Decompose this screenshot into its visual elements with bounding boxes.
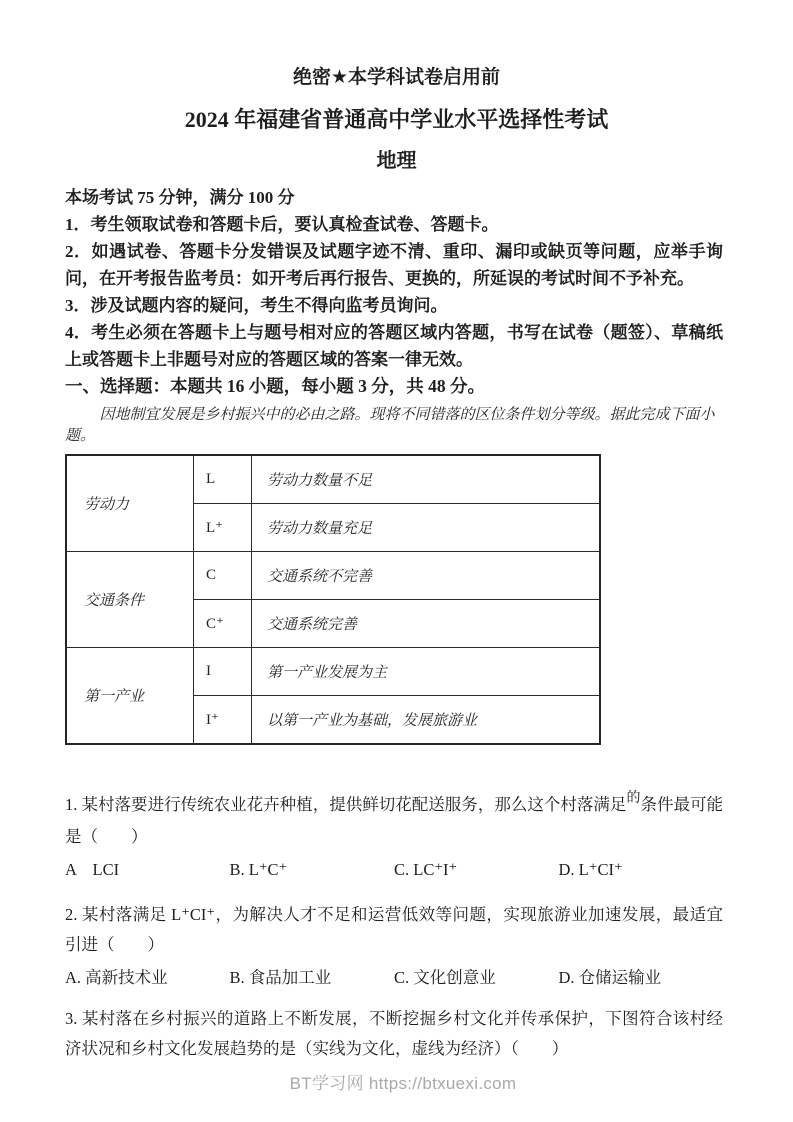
- question-1-options: [65, 855, 723, 885]
- table-desc-cell: 劳动力数量不足: [252, 455, 601, 504]
- question-2: [65, 900, 723, 993]
- table-desc-cell: 第一产业发展为主: [252, 648, 601, 696]
- question-1-stem-superscript: 的: [626, 791, 641, 807]
- table-desc-cell: 以第一产业为基础，发展旅游业: [252, 696, 601, 745]
- option-a: A LCI: [65, 860, 120, 879]
- table-desc-cell: 交通系统完善: [252, 600, 601, 648]
- option-c: C. LC⁺I⁺: [394, 860, 458, 879]
- table-group-label: 交通条件: [66, 552, 194, 648]
- exam-instructions: [65, 184, 723, 373]
- table-row: [66, 648, 600, 696]
- table-code-cell: C⁺: [194, 600, 252, 648]
- table-desc-cell: 劳动力数量充足: [252, 504, 601, 552]
- table-code-cell: L: [194, 455, 252, 504]
- section-heading: 一、选择题：本题共 16 小题，每小题 3 分，共 48 分。: [65, 376, 485, 396]
- instruction-item-1: 1．考生领取试卷和答题卡后，要认真检查试卷、答题卡。: [65, 215, 499, 234]
- question-1-stem-before: 1. 某村落要进行传统农业花卉种植，提供鲜切花配送服务，那么这个村落满足: [65, 795, 627, 814]
- question-2-options: [65, 963, 723, 993]
- option-d: D. 仓储运输业: [558, 968, 662, 987]
- table-code-cell: I: [194, 648, 252, 696]
- option-b: B. 食品加工业: [229, 968, 332, 987]
- instruction-item-2: 2．如遇试卷、答题卡分发错误及试题字迹不清、重印、漏印或缺页等问题，应举手询问，在开考报告监考员：如开考后再行报告、更换的，所延误的考试时间不予补充。: [65, 242, 723, 288]
- instruction-item-3: 3．涉及试题内容的疑问，考生不得向监考员询问。: [65, 296, 448, 315]
- duration-line: 本场考试 75 分钟，满分 100 分: [65, 188, 295, 207]
- option-c: C. 文化创意业: [394, 968, 496, 987]
- watermark-footer: BT学习网 https://btxuexi.com: [289, 1074, 517, 1093]
- table-code-cell: I⁺: [194, 696, 252, 745]
- passage-text: 因地制宜发展是乡村振兴中的必由之路。现将不同错落的区位条件划分等级。据此完成下面小题。: [65, 407, 715, 444]
- exam-header: [0, 0, 793, 173]
- question-3: [65, 1004, 723, 1064]
- subject-title: 地理: [376, 150, 417, 172]
- table-group-label: 第一产业: [66, 648, 194, 745]
- question-1: [65, 790, 723, 885]
- option-a: A. 高新技术业: [65, 968, 168, 987]
- table-desc-cell: 交通系统不完善: [252, 552, 601, 600]
- secrecy-notice: 绝密★本学科试卷启用前: [292, 67, 501, 88]
- table-code-cell: L⁺: [194, 504, 252, 552]
- condition-grade-table: [65, 454, 601, 745]
- question-1-stem: [65, 790, 723, 852]
- instruction-item-4: 4．考生必须在答题卡上与题号相对应的答题区域内答题，书写在试卷（题签）、草稿纸上或答题卡上非题号对应的答题区域的答案一律无效。: [65, 323, 723, 369]
- table-code-cell: C: [194, 552, 252, 600]
- table-group-label: 劳动力: [66, 455, 194, 552]
- option-d: D. L⁺CI⁺: [558, 860, 623, 879]
- question-3-stem: 3. 某村落在乡村振兴的道路上不断发展，不断挖掘乡村文化并传承保护，下图符合该村经济状况和乡村文化发展趋势的是（实线为文化，虚线为经济）（ ）: [65, 1009, 723, 1058]
- option-b: B. L⁺C⁺: [229, 860, 288, 879]
- question-2-stem: 2. 某村落满足 L⁺CI⁺，为解决人才不足和运营低效等问题，实现旅游业加速发展，最适宜引进（ ）: [65, 905, 723, 954]
- question-1-stem-after: 条件最可能是（ ）: [65, 795, 724, 846]
- questions-block: [65, 790, 723, 1064]
- exam-title: 2024 年福建省普通高中学业水平选择性考试: [184, 107, 609, 132]
- table-row: [66, 552, 600, 600]
- table-row: [66, 455, 600, 504]
